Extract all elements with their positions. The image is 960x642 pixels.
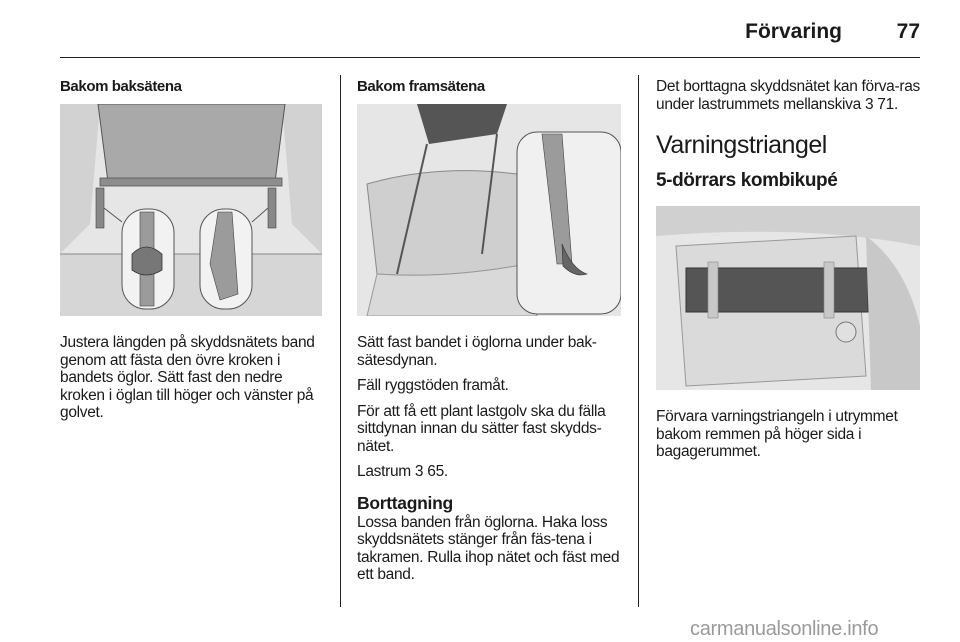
column-3 xyxy=(656,78,922,469)
subsection-heading: Bakom framsätena xyxy=(357,78,485,95)
reference-arrow-icon: 3 xyxy=(864,95,874,113)
subsection-heading: Bakom baksätena xyxy=(60,78,182,95)
instruction-paragraph xyxy=(656,78,922,113)
reference-text: Lastrum xyxy=(357,463,411,480)
front-seat-net-figure xyxy=(357,104,621,316)
column-divider xyxy=(638,75,639,607)
column-2 xyxy=(357,78,623,592)
paragraph-text: Det borttagna skyddsnätet kan förva-ras under lastrummets mellanskiva xyxy=(656,78,921,113)
column-1 xyxy=(60,78,324,430)
instruction-paragraph: Fäll ryggstöden framåt. xyxy=(357,377,509,394)
page-header xyxy=(0,0,960,60)
reference-page: 65. xyxy=(427,463,448,480)
reference-arrow-icon: 3 xyxy=(414,463,424,480)
page-number: 77 xyxy=(896,20,920,43)
column-divider xyxy=(340,75,341,607)
instruction-paragraph: Lossa banden från öglorna. Haka loss skyddsnätets stänger från fäs-tena i takramen. Rulla ihop nätet och fäst med ett band. xyxy=(357,513,620,583)
instruction-paragraph: Förvara varningstriangeln i utrymmet bakom remmen på höger sida i bagagerummet. xyxy=(656,408,898,460)
header-rule xyxy=(60,57,920,58)
warning-triangle-storage-figure xyxy=(656,206,920,390)
instruction-paragraph: Sätt fast bandet i öglorna under bak-sätesdynan. xyxy=(357,334,597,369)
section-title: Förvaring xyxy=(745,20,842,43)
chapter-heading: Varningstriangel xyxy=(656,131,827,159)
reference-paragraph xyxy=(357,463,623,481)
watermark-text: carmanualsonline.info xyxy=(690,618,879,640)
instruction-paragraph: För att få ett plant lastgolv ska du fälla sittdynan innan du sätter fast skydds-nätet. xyxy=(357,402,606,455)
subsection-heading: 5-dörrars kombikupé xyxy=(656,170,838,191)
section-heading: Borttagning xyxy=(357,492,453,513)
instruction-paragraph: Justera längden på skyddsnätets band genom att fästa den övre kroken i bandets öglor. Sätt fast den nedre kroken i öglan till höger och vänster på golvet. xyxy=(60,334,315,421)
rear-seat-net-figure xyxy=(60,104,322,316)
reference-page: 71. xyxy=(877,95,898,113)
